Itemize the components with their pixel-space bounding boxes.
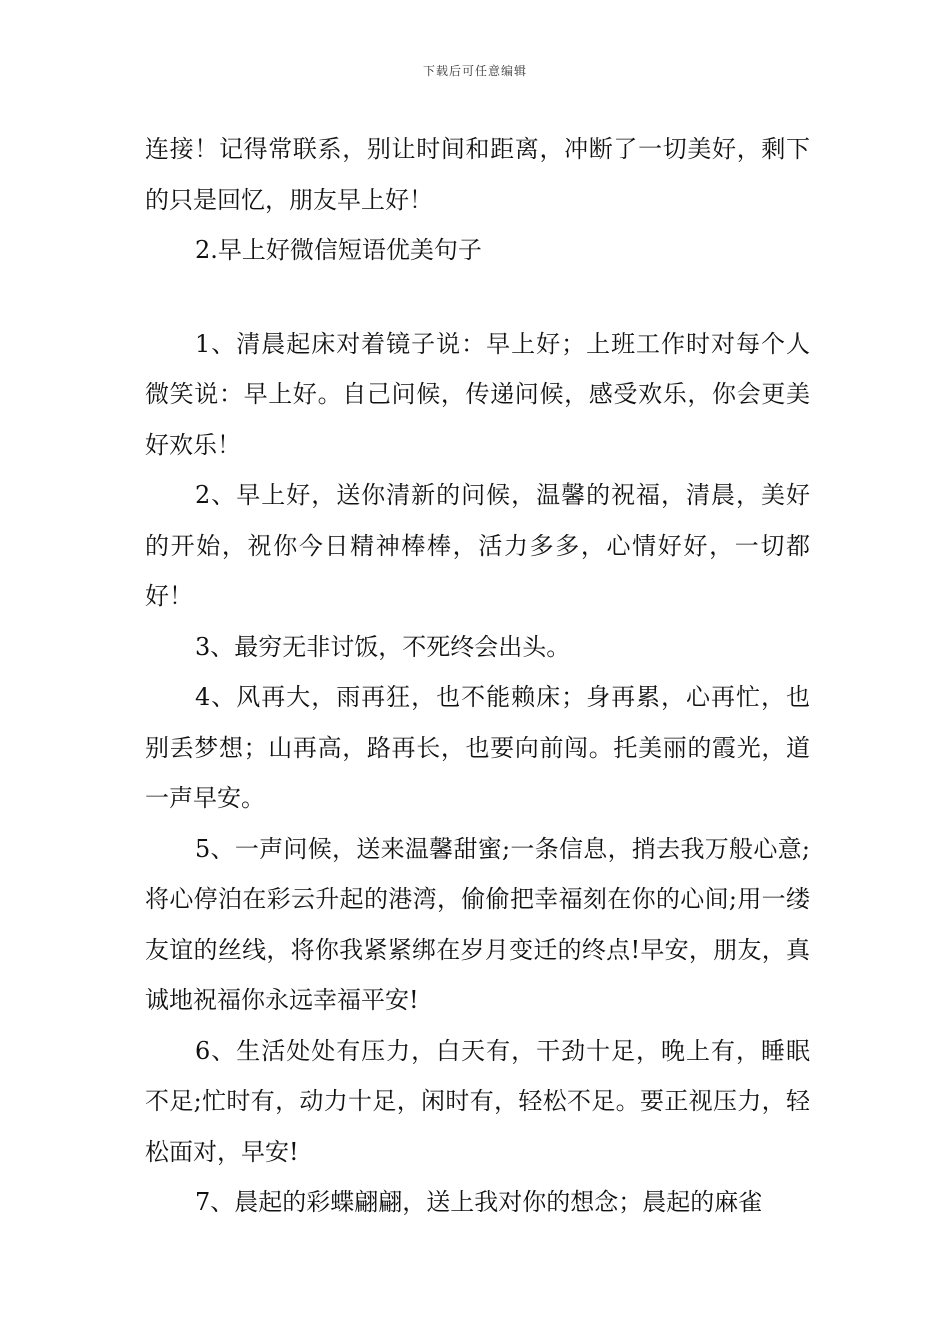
list-item: 4、风再大，雨再狂，也不能赖床；身再累，心再忙，也别丢梦想；山再高，路再长，也要向前闯。托美丽的霞光，道一声早安。 [145, 683, 810, 812]
list-item: 5、一声问候，送来温馨甜蜜;一条信息，捎去我万般心意;将心停泊在彩云升起的港湾，偷偷把幸福刻在你的心间;用一缕友谊的丝线，将你我紧紧绑在岁月变迁的终点!早安，朋友，真诚地祝福你永远幸福平安! [145, 834, 810, 1014]
intro-paragraph: 连接！记得常联系，别让时间和距离，冲断了一切美好，剩下的只是回忆，朋友早上好！ [145, 135, 810, 214]
list-item: 7、晨起的彩蝶翩翩，送上我对你的想念；晨起的麻雀 [195, 1188, 763, 1216]
list-item: 3、最穷无非讨饭，不死终会出头。 [195, 632, 571, 661]
page-header: 下载后可任意编辑 [422, 64, 527, 78]
document-body [145, 124, 810, 1228]
list-item: 6、生活处处有压力，白天有，干劲十足，晚上有，睡眠不足;忙时有，动力十足，闲时有，轻松不足。要正视压力，轻松面对，早安! [145, 1036, 810, 1166]
list-item: 1、清晨起床对着镜子说：早上好；上班工作时对每个人微笑说：早上好。自己问候，传递问候，感受欢乐，你会更美好欢乐！ [145, 329, 810, 459]
section-title: 2.早上好微信短语优美句子 [195, 236, 482, 264]
list-item: 2、早上好，送你清新的问候，温馨的祝福，清晨，美好的开始，祝你今日精神棒棒，活力多多，心情好好，一切都好！ [145, 481, 810, 610]
